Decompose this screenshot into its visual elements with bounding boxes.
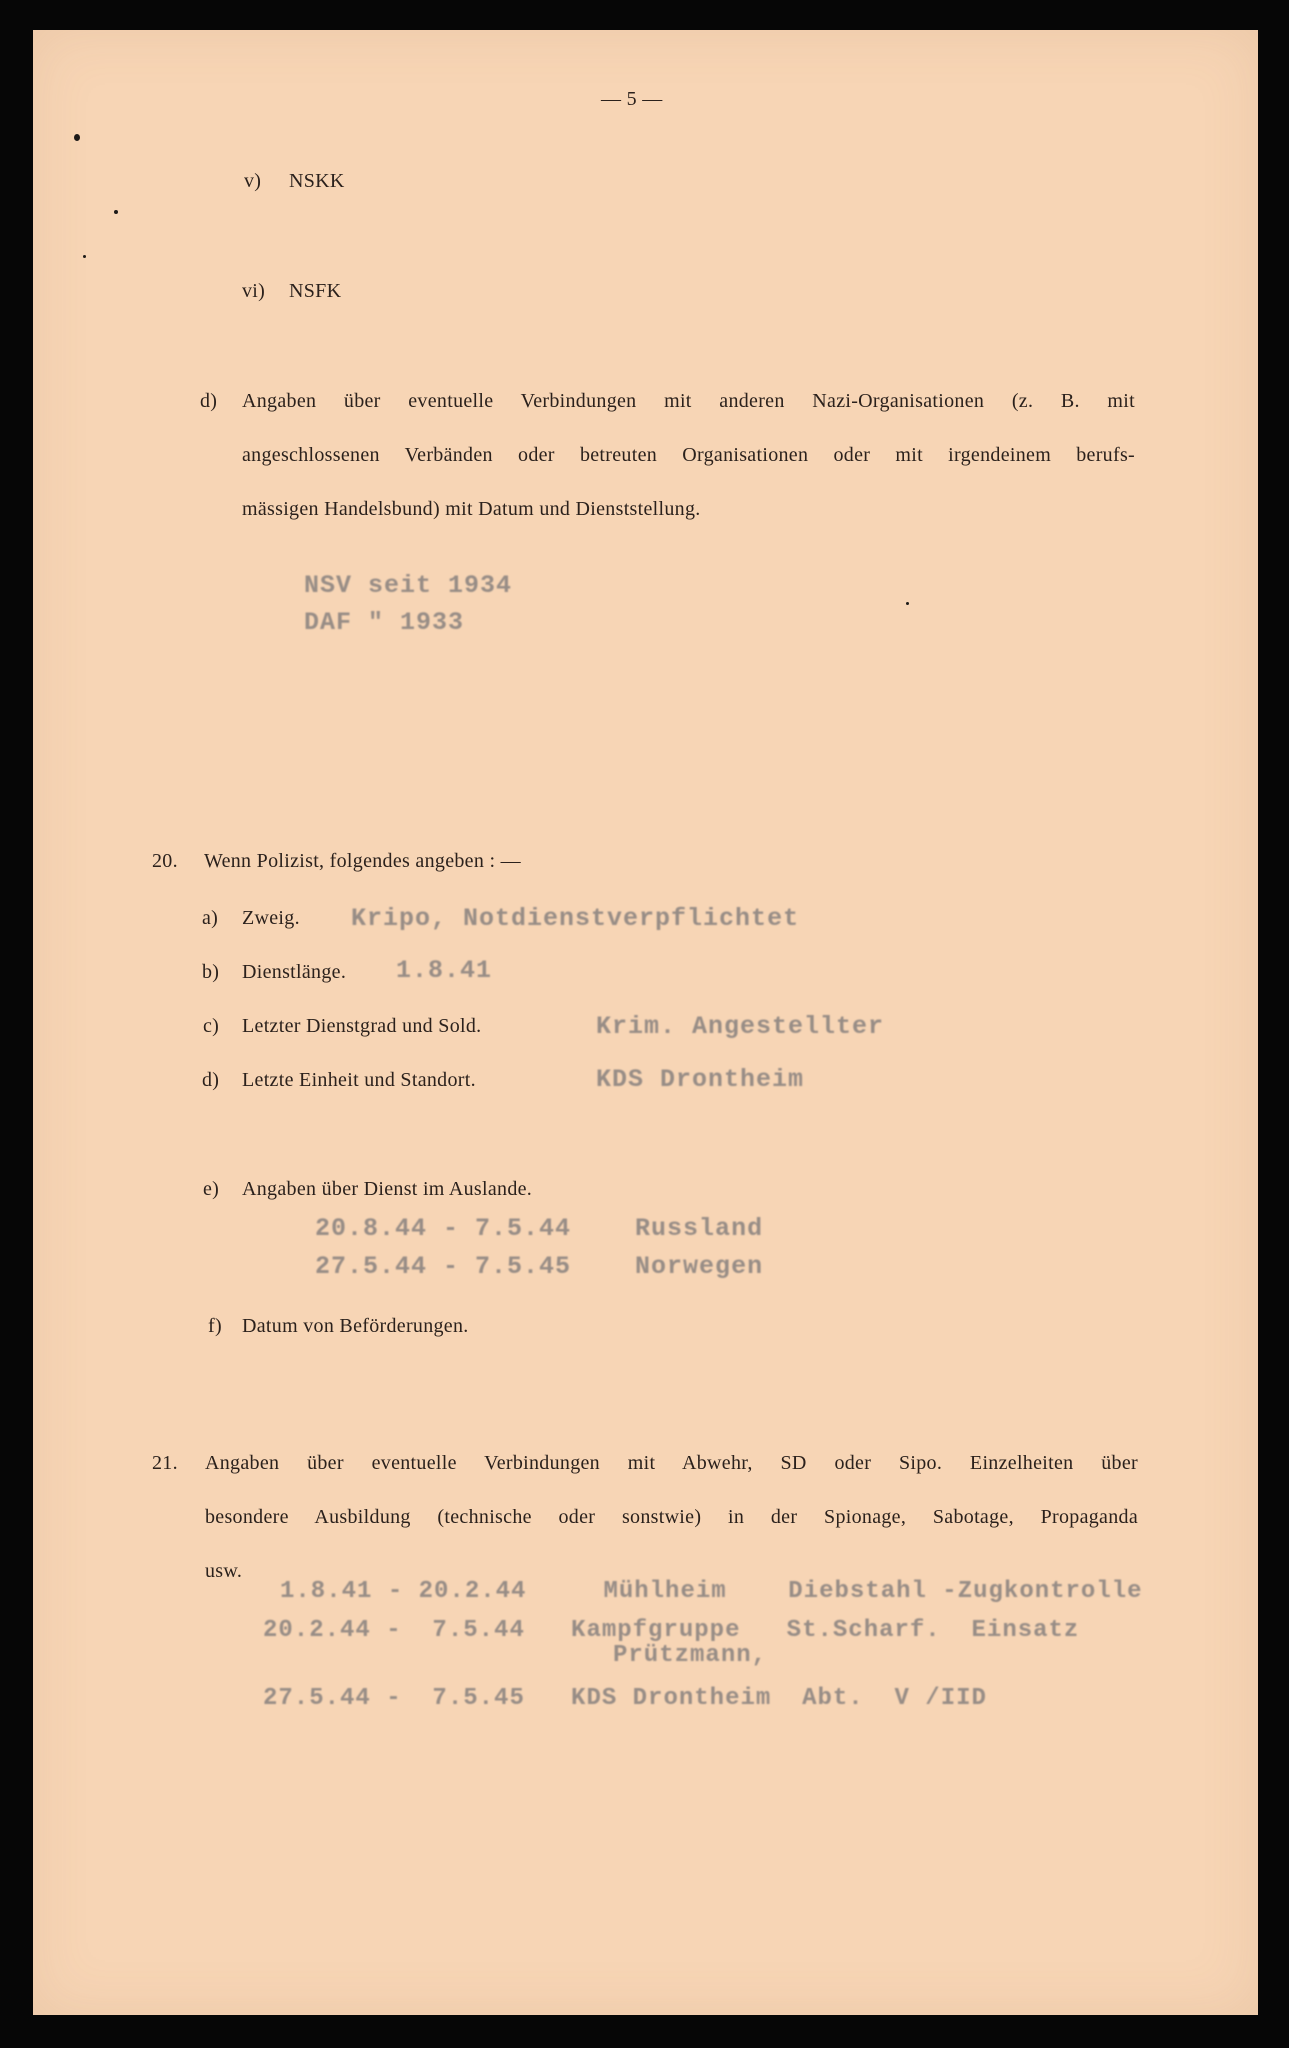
item-20b-label: b) (202, 961, 220, 983)
item-vi-text: NSFK (289, 280, 342, 302)
item-20d-text: Letzte Einheit und Standort. (242, 1069, 476, 1091)
typed-nsv: NSV seit 1934 (304, 571, 513, 600)
item-v-text: NSKK (289, 170, 345, 192)
typed-21-row-2: 20.2.44 - 7.5.44 Kampfgruppe St.Scharf. Einsatz (263, 1617, 1080, 1644)
typed-20e-2: 27.5.44 - 7.5.45 Norwegen (315, 1252, 764, 1281)
item-vi-label: vi) (242, 280, 266, 302)
item-20e-label: e) (203, 1178, 220, 1200)
item-20f-label: f) (208, 1315, 222, 1337)
typed-daf: DAF " 1933 (304, 608, 465, 637)
typed-20c: Krim. Angestellter (596, 1012, 885, 1041)
item-20a-text: Zweig. (242, 907, 300, 929)
item-20e-text: Angaben über Dienst im Auslande. (242, 1178, 533, 1200)
item-d-label: d) (200, 390, 218, 412)
paper-speck (906, 602, 909, 605)
typed-21-row-1: 1.8.41 - 20.2.44 Mühlheim Diebstahl -Zugkontrolle (280, 1578, 1143, 1605)
section-21-number: 21. (152, 1452, 178, 1474)
document-page (33, 30, 1258, 2015)
item-v-label: v) (244, 170, 262, 192)
typed-20e-1: 20.8.44 - 7.5.44 Russland (315, 1214, 764, 1243)
paper-speck (114, 210, 118, 214)
section-21-line-2: besondere Ausbildung (technische oder sonstwie) in der Spionage, Sabotage, Propaganda (205, 1506, 1138, 1528)
paper-speck (74, 134, 80, 141)
typed-20a: Kripo, Notdienstverpflichtet (351, 904, 800, 933)
paper-speck (83, 255, 86, 258)
item-20a-label: a) (202, 907, 219, 929)
typed-21-row-2b: Prützmann, (613, 1642, 768, 1669)
section-21-line-1: Angaben über eventuelle Verbindungen mit Abwehr, SD oder Sipo. Einzelheiten über (205, 1452, 1138, 1474)
item-20d-label: d) (202, 1069, 220, 1091)
item-20f-text: Datum von Beförderungen. (242, 1315, 469, 1337)
typed-20b: 1.8.41 (396, 956, 493, 985)
item-d-line-2: angeschlossenen Verbänden oder betreuten Organisationen oder mit irgendeinem berufs- (242, 444, 1135, 466)
item-20c-label: c) (203, 1015, 220, 1037)
item-d-line-3: mässigen Handelsbund) mit Datum und Dienststellung. (242, 498, 701, 520)
typed-20d: KDS Drontheim (596, 1065, 805, 1094)
page-number: — 5 — (601, 88, 663, 110)
item-20b-text: Dienstlänge. (242, 961, 347, 983)
section-21-line-3: usw. (205, 1560, 243, 1582)
typed-21-row-3: 27.5.44 - 7.5.45 KDS Drontheim Abt. V /IID (263, 1685, 987, 1712)
item-d-line-1: Angaben über eventuelle Verbindungen mit anderen Nazi-Organisationen (z. B. mit (242, 390, 1135, 412)
item-20c-text: Letzter Dienstgrad und Sold. (242, 1015, 482, 1037)
section-20-heading: Wenn Polizist, folgendes angeben : — (204, 850, 521, 872)
section-20-number: 20. (152, 850, 178, 872)
